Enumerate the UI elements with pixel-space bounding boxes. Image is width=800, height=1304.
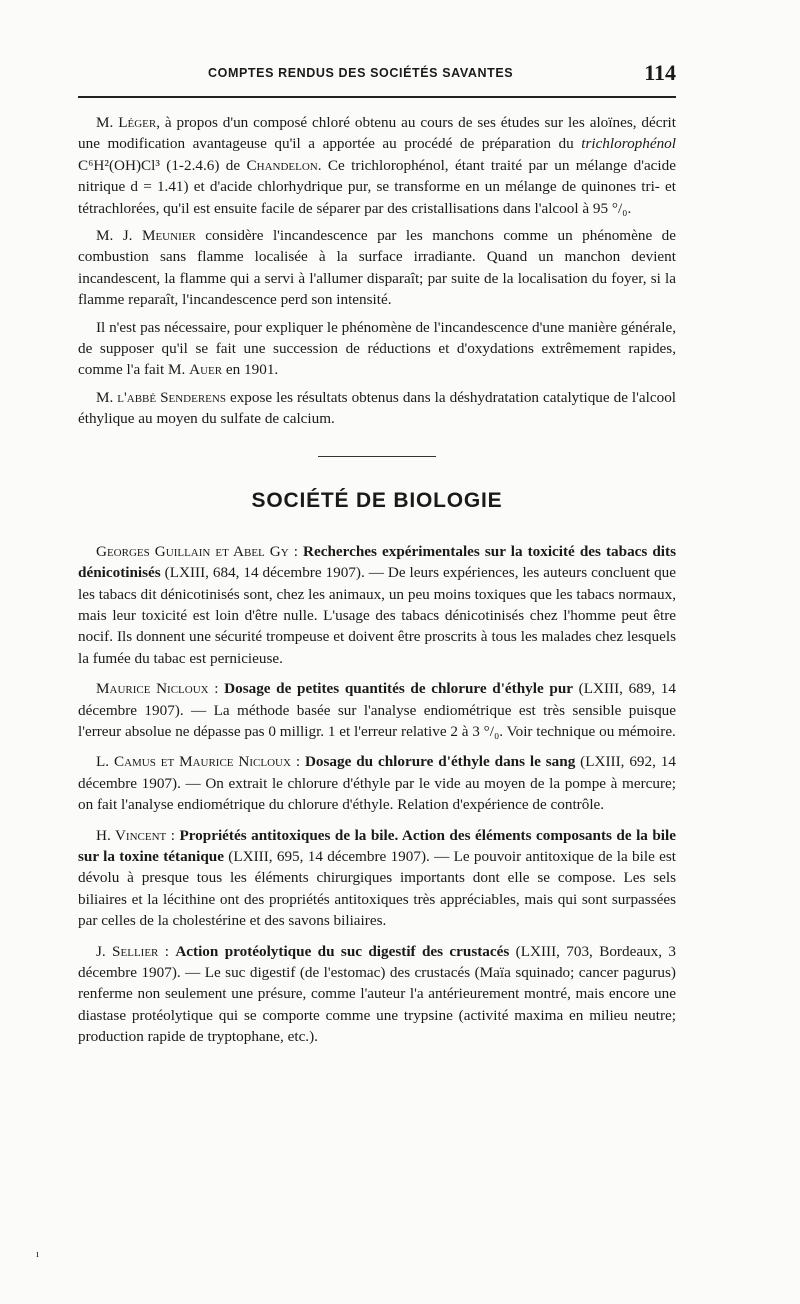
paragraph-leger bbox=[78, 112, 676, 219]
author-name: M. l'abbé Senderens bbox=[96, 388, 226, 406]
compound-name: trichlorophénol bbox=[581, 135, 676, 153]
entry-authors: Georges Guillain et Abel Gy bbox=[96, 542, 289, 560]
entry-title: Dosage de petites quantités de chlorure d'éthyle pur bbox=[224, 680, 574, 698]
page-header bbox=[78, 60, 676, 86]
paragraph-text: , à propos d'un composé chloré obtenu au cours de ses études sur les aloïnes, décrit une modification avantageuse qu'il a apportée au procédé de préparation du bbox=[78, 114, 676, 153]
entry-body: De leurs expériences, les auteurs concluent que les tabacs dit dénicotinisés sont, chez les animaux, un peu moins toxiques que les tabacs normaux, mais leur toxicité est loin d'être nulle. L'usage des tabacs dénicotinisés chez l'homme peut être nocif. Ils donnent une sécurité trompeuse et doivent être proscrits à tous les malades chez lesquels la fumée du tabac est pernicieuse. bbox=[78, 564, 676, 667]
page-number: 114 bbox=[644, 60, 676, 85]
section-title: SOCIÉTÉ DE BIOLOGIE bbox=[251, 488, 503, 512]
entry-body: On extrait le chlorure d'éthyle par le vide au moyen de la pompe à mercure; on fait l'analyse endiométrique du chlorure d'éthyle. Relation d'expérience de contrôle. bbox=[78, 774, 676, 814]
entry-authors: L. Camus et Maurice Nicloux bbox=[96, 753, 291, 771]
entry-ref: (LXIII, 689, 14 décembre 1907). — bbox=[78, 680, 676, 719]
entry-nicloux: Maurice Nicloux : Dosage de petites quantités de chlorure d'éthyle pur (LXIII, 689, 14 décembre 1907). — La méthode basée sur l'analyse endiométrique est très sensible puisque l'erreur absolue ne dépasse pas 0 milligr. 1 et l'erreur relative 2 à 3 °/₀. Voir technique ou mémoire. bbox=[78, 680, 676, 740]
running-title: COMPTES RENDUS DES SOCIÉTÉS SAVANTES bbox=[208, 66, 514, 80]
entry-body: La méthode basée sur l'analyse endiométrique est très sensible puisque l'erreur absolue ne dépasse pas 0 milligr. 1 et l'erreur relative 2 à 3 °/₀. Voir technique ou mémoire. bbox=[78, 701, 676, 740]
paragraph-text: en 1901. bbox=[222, 361, 279, 379]
entry-authors: J. Sellier bbox=[96, 942, 159, 960]
entry-sellier: J. Sellier : Action protéolytique du suc digestif des crustacés (LXIII, 703, Bordeaux, 3 décembre 1907). — Le suc digestif (de l'estomac) des crustacés (Maïa squinado; cancer pagurus) renferme non seulement une présure, comme l'auteur l'a antérieurement montré, mais encore une diastase protéolytique qui se comporte comme une trypsine (activité maxima en milieu neutre; production rapide de tryptophane, etc.). bbox=[78, 942, 676, 1046]
entry-body: Le pouvoir antitoxique de la bile est dévolu à presque tous les éléments chirurgiques importants dont elle se compose. Les sels biliaires et la lécithine ont des propriétés antitoxiques très appréciables, mais qui sont surpassées par celles de la cholestérine et des savons biliaires. bbox=[78, 847, 676, 930]
paragraph-text: considère l'incandescence par les manchons comme un phénomène de combustion sans flamme localisée à la surface irradiante. Quand un manchon devient incandescent, la flamme qui a servi à l'allumer disparaît; par suite de la localisation du foyer, si la flamme reparaît, l'incandescence perd son intensité. bbox=[78, 227, 676, 309]
entry-ref: (LXIII, 695, 14 décembre 1907). — bbox=[223, 847, 454, 865]
entry-authors: H. Vincent bbox=[96, 826, 167, 844]
entry-authors: Maurice Nicloux bbox=[96, 680, 209, 698]
header-rule bbox=[78, 96, 676, 98]
entry-vincent: H. Vincent : Propriétés antitoxiques de la bile. Action des éléments composants de la bile sur la toxine tétanique (LXIII, 695, 14 décembre 1907). — Le pouvoir antitoxique de la bile est dévolu à presque tous les éléments chirurgiques importants dont elle se compose. Les sels biliaires et la lécithine ont des propriétés antitoxiques très appréciables, mais qui sont surpassées par celles de la cholestérine et des savons biliaires. bbox=[78, 826, 676, 930]
society-reports bbox=[78, 112, 676, 430]
stray-mark: ı bbox=[36, 1248, 40, 1260]
biology-entries bbox=[78, 541, 676, 1048]
paragraph-text: expose les résultats obtenus dans la déshydratation catalytique de l'alcool éthylique au moyen du sulfate de calcium. bbox=[78, 388, 677, 428]
paragraph-incandescence bbox=[78, 317, 676, 381]
paragraph-text: Il n'est pas nécessaire, pour expliquer le phénomène de l'incandescence d'une manière générale, de supposer qu'il se fait une succession de réductions et d'oxydations extrêmement rapides, comme l'a fait M. bbox=[78, 318, 677, 379]
entry-ref: (LXIII, 692, 14 décembre 1907). — bbox=[78, 753, 676, 792]
entry-camus-nicloux: L. Camus et Maurice Nicloux : Dosage du chlorure d'éthyle dans le sang (LXIII, 692, 14 décembre 1907). — On extrait le chlorure d'éthyle par le vide au moyen de la pompe à mercure; on fait l'analyse endiométrique du chlorure d'éthyle. Relation d'expérience de contrôle. bbox=[78, 753, 676, 814]
formula-text: C⁶H²(OH)Cl³ (1-2.4.6) de bbox=[78, 156, 247, 174]
entry-guillain-gy: Georges Guillain et Abel Gy : Recherches expérimentales sur la toxicité des tabacs dits dénicotinisés (LXIII, 684, 14 décembre 1907). — De leurs expériences, les auteurs concluent que les tabacs dit dénicotinisés sont, chez les animaux, un peu moins toxiques que les tabacs normaux, mais leur toxicité est loin d'être nulle. L'usage des tabacs dénicotinisés chez l'homme peut être nocif. Ils donnent une sécurité trompeuse et doivent être proscrits à tous les malades chez lesquels la fumée du tabac est pernicieuse. bbox=[78, 542, 676, 667]
author-name: M. J. Meunier bbox=[96, 227, 196, 245]
entry-ref: (LXIII, 684, 14 décembre 1907). — bbox=[160, 564, 388, 582]
paragraph-meunier bbox=[78, 225, 676, 311]
paragraph-senderens bbox=[78, 387, 676, 430]
entry-ref: (LXIII, 703, Bordeaux, 3 décembre 1907). — bbox=[78, 942, 676, 981]
entry-body: Le suc digestif (de l'estomac) des crustacés (Maïa squinado; cancer pagurus) renferme non seulement une présure, comme l'auteur l'a antérieurement montré, mais encore une diastase protéolytique qui se comporte comme une trypsine (activité maxima en milieu neutre; production rapide de tryptophane, etc.). bbox=[78, 964, 676, 1046]
section-divider bbox=[318, 456, 436, 457]
entry-title: Propriétés antitoxiques de la bile. Action des éléments composants de la bile sur la toxine tétanique bbox=[78, 826, 676, 865]
author-name: Chandelon bbox=[246, 156, 318, 174]
entry-title: Recherches expérimentales sur la toxicité des tabacs dits dénicotinisés bbox=[78, 542, 676, 582]
entry-title: Dosage du chlorure d'éthyle dans le sang bbox=[304, 753, 576, 771]
author-name: M. Léger bbox=[96, 114, 157, 131]
author-name: Auer bbox=[189, 361, 223, 379]
paragraph-text: . Ce trichlorophénol, étant traité par un mélange d'acide nitrique d = 1.41) et d'acide chlorhydrique pur, se transforme en un mélange de quinones tri- et tétrachlorées, qu'il est ensuite facile de séparer par des cristallisations dans l'alcool à 95 °/₀. bbox=[78, 156, 676, 217]
entry-title: Action protéolytique du suc digestif des crustacés bbox=[175, 942, 510, 960]
page bbox=[78, 60, 676, 1048]
